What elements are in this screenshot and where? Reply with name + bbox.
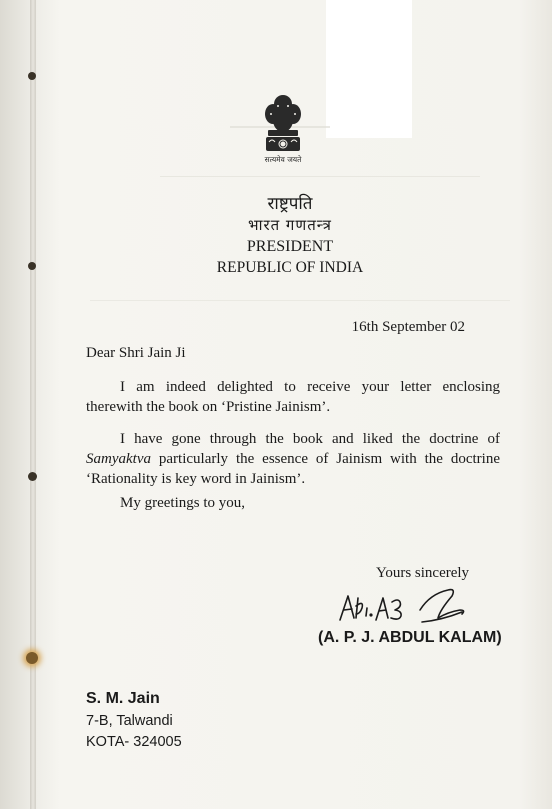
recipient-address-line2: KOTA- 324005	[86, 734, 182, 750]
show-through-mark	[160, 176, 480, 177]
closing: Yours sincerely	[376, 565, 470, 581]
salutation: Dear Shri Jain Ji	[86, 345, 186, 361]
greeting: My greetings to you,	[120, 495, 245, 511]
para2-text: I have gone through the book and liked the doctrine of	[120, 431, 500, 447]
handwritten-signature	[336, 582, 476, 630]
letterhead-country: REPUBLIC OF INDIA	[216, 259, 364, 276]
signatory-name: (A. P. J. ABDUL KALAM)	[318, 629, 502, 646]
para2-text: particularly the essence of Jainism with the doctrine ‘Rationality is key word in Jainism’.	[86, 451, 500, 487]
para2-italic-term: Samyaktva	[86, 451, 151, 467]
hindi-country: भारत गणतन्त्र	[248, 216, 332, 234]
show-through-mark	[90, 300, 510, 301]
emblem-motto: सत्यमेव जयते	[264, 155, 302, 164]
binding-strip	[30, 0, 36, 809]
recipient-address-line1: 7-B, Talwandi	[86, 713, 173, 729]
binding-hole	[28, 472, 37, 481]
white-patch	[326, 0, 412, 138]
letter-date: 16th September 02	[351, 319, 465, 335]
recipient-name: S. M. Jain	[86, 690, 160, 707]
hindi-title: राष्ट्रपति	[267, 194, 313, 214]
letterhead-title: PRESIDENT	[246, 238, 334, 255]
binding-hole	[28, 72, 36, 80]
body-paragraph-2	[86, 429, 500, 489]
binding-hole	[26, 652, 38, 664]
state-emblem-icon	[262, 92, 304, 182]
binding-hole	[28, 262, 36, 270]
body-paragraph-1: I am indeed delighted to receive your letter enclosing therewith the book on ‘Pristine Jainism’.	[86, 379, 500, 415]
